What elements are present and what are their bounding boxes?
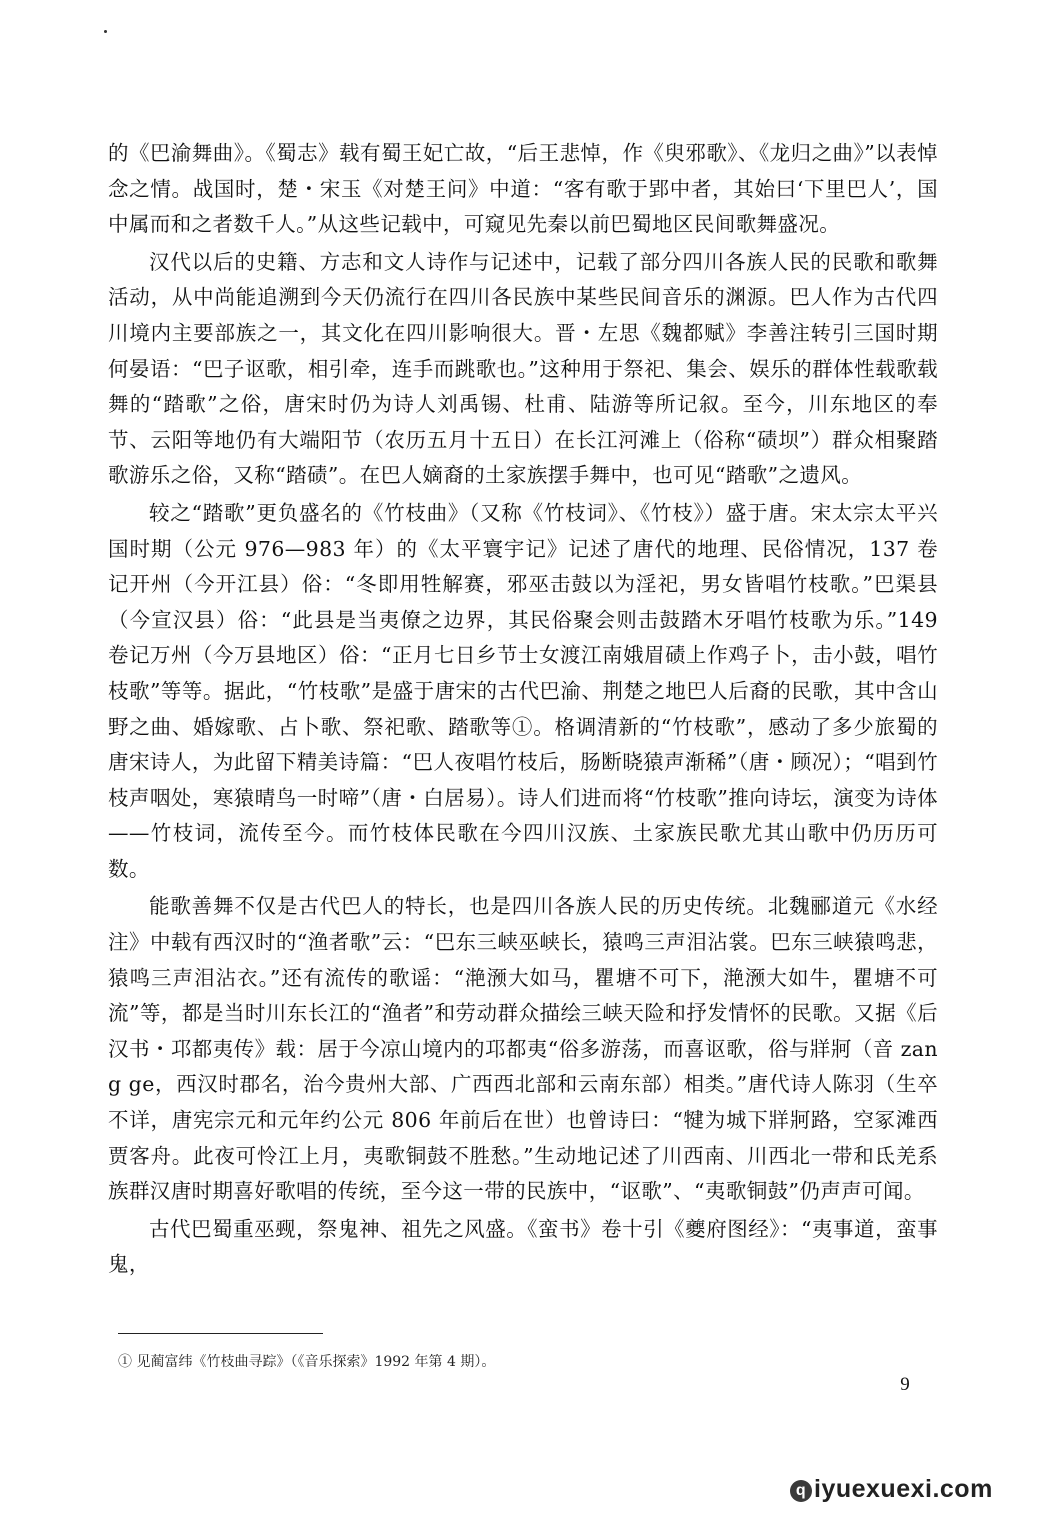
site-watermark [790, 1474, 1040, 1504]
footnote-divider [118, 1333, 323, 1334]
scan-speck [104, 30, 107, 33]
paragraph-continuation: 的《巴渝舞曲》。《蜀志》载有蜀王妃亡故，“后王悲悼，作《臾邪歌》、《龙归之曲》”以表悼念之情。战国时，楚・宋玉《对楚王问》中道：“客有歌于郢中者，其始曰‘下里巴人’，国中属而和之者数千人。”从这些记载中，可窥见先秦以前巴蜀地区民间歌舞盛况。 [108, 141, 938, 237]
paragraph-zhuzhi-songs: 较之“踏歌”更负盛名的《竹枝曲》（又称《竹枝词》、《竹枝》）盛于唐。宋太宗太平兴国时期（公元 976—983 年）的《太平寰宇记》记述了唐代的地理、民俗情况，137 卷记开州（今开江县）俗：“冬即用牲解赛，邪巫击鼓以为淫祀，男女皆唱竹枝歌。”巴渠县（今宣汉县）俗：“此县是当夷僚之边界，其民俗聚会则击鼓踏木牙唱竹枝歌为乐。”149 卷记万州（今万县地区）俗：“正月七日乡节士女渡江南娥眉碛上作鸡子卜，击小鼓，唱竹枝歌”等等。据此，“竹枝歌”是盛于唐宋的古代巴渝、荆楚之地巴人后裔的民歌，其中含山野之曲、婚嫁歌、占卜歌、祭祀歌、踏歌等①。格调清新的“竹枝歌”，感动了多少旅蜀的唐宋诗人，为此留下精美诗篇：“巴人夜唱竹枝后，肠断晓猿声渐稀”（唐・顾况）；“唱到竹枝声咽处，寒猿晴鸟一时啼”（唐・白居易）。诗人们进而将“竹枝歌”推向诗坛，演变为诗体——竹枝词，流传至今。而竹枝体民歌在今四川汉族、土家族民歌尤其山歌中仍历历可数。 [108, 500, 938, 881]
body-text [108, 136, 938, 1283]
paragraph-singing-tradition: 能歌善舞不仅是古代巴人的特长，也是四川各族人民的历史传统。北魏郦道元《水经注》中载有西汉时的“渔者歌”云：“巴东三峡巫峡长，猿鸣三声泪沾裳。巴东三峡猿鸣悲，猿鸣三声泪沾衣。”还有流传的歌谣：“滟滪大如马，瞿塘不可下，滟滪大如牛，瞿塘不可流”等，都是当时川东长江的“渔者”和劳动群众描绘三峡天险和抒发情怀的民歌。又据《后汉书・邛都夷传》载：居于今凉山境内的邛都夷“俗多游荡，而喜讴歌，俗与牂牁（音 zang ge，西汉时郡名，治今贵州大部、广西西北部和云南东部）相类。”唐代诗人陈羽（生卒不详，唐宪宗元和元年约公元 806 年前后在世）也曾诗曰：“犍为城下牂牁路，空冢滩西贾客舟。此夜可怜江上月，夷歌铜鼓不胜愁。”生动地记述了川西南、川西北一带和氐羌系族群汉唐时期喜好歌唱的传统，至今这一带的民族中，“讴歌”、“夷歌铜鼓”仍声声可闻。 [108, 894, 938, 1204]
footnote: ① 见蔺富纬《竹枝曲寻踪》（《音乐探索》1992 年第 4 期）。 [118, 1354, 496, 1370]
page-number: 9 [900, 1374, 910, 1395]
watermark-q-logo-icon: q [790, 1480, 812, 1502]
watermark-text: iyuexuexi.com [814, 1475, 993, 1503]
paragraph-han-dynasty-records: 汉代以后的史籍、方志和文人诗作与记述中，记载了部分四川各族人民的民歌和歌舞活动，从中尚能追溯到今天仍流行在四川各民族中某些民间音乐的渊源。巴人作为古代四川境内主要部族之一，其文化在四川影响很大。晋・左思《魏都赋》李善注转引三国时期何晏语：“巴子讴歌，相引牵，连手而跳歌也。”这种用于祭祀、集会、娱乐的群体性载歌载舞的“踏歌”之俗，唐宋时仍为诗人刘禹锡、杜甫、陆游等所记叙。至今，川东地区的奉节、云阳等地仍有大端阳节（农历五月十五日）在长江河滩上（俗称“碛坝”）群众相聚踏歌游乐之俗，又称“踏碛”。在巴人嫡裔的土家族摆手舞中，也可见“踏歌”之遗风。 [108, 249, 938, 488]
paragraph-shamanism: 古代巴蜀重巫觋，祭鬼神、祖先之风盛。《蛮书》卷十引《夔府图经》：“夷事道，蛮事鬼， [108, 1216, 938, 1277]
